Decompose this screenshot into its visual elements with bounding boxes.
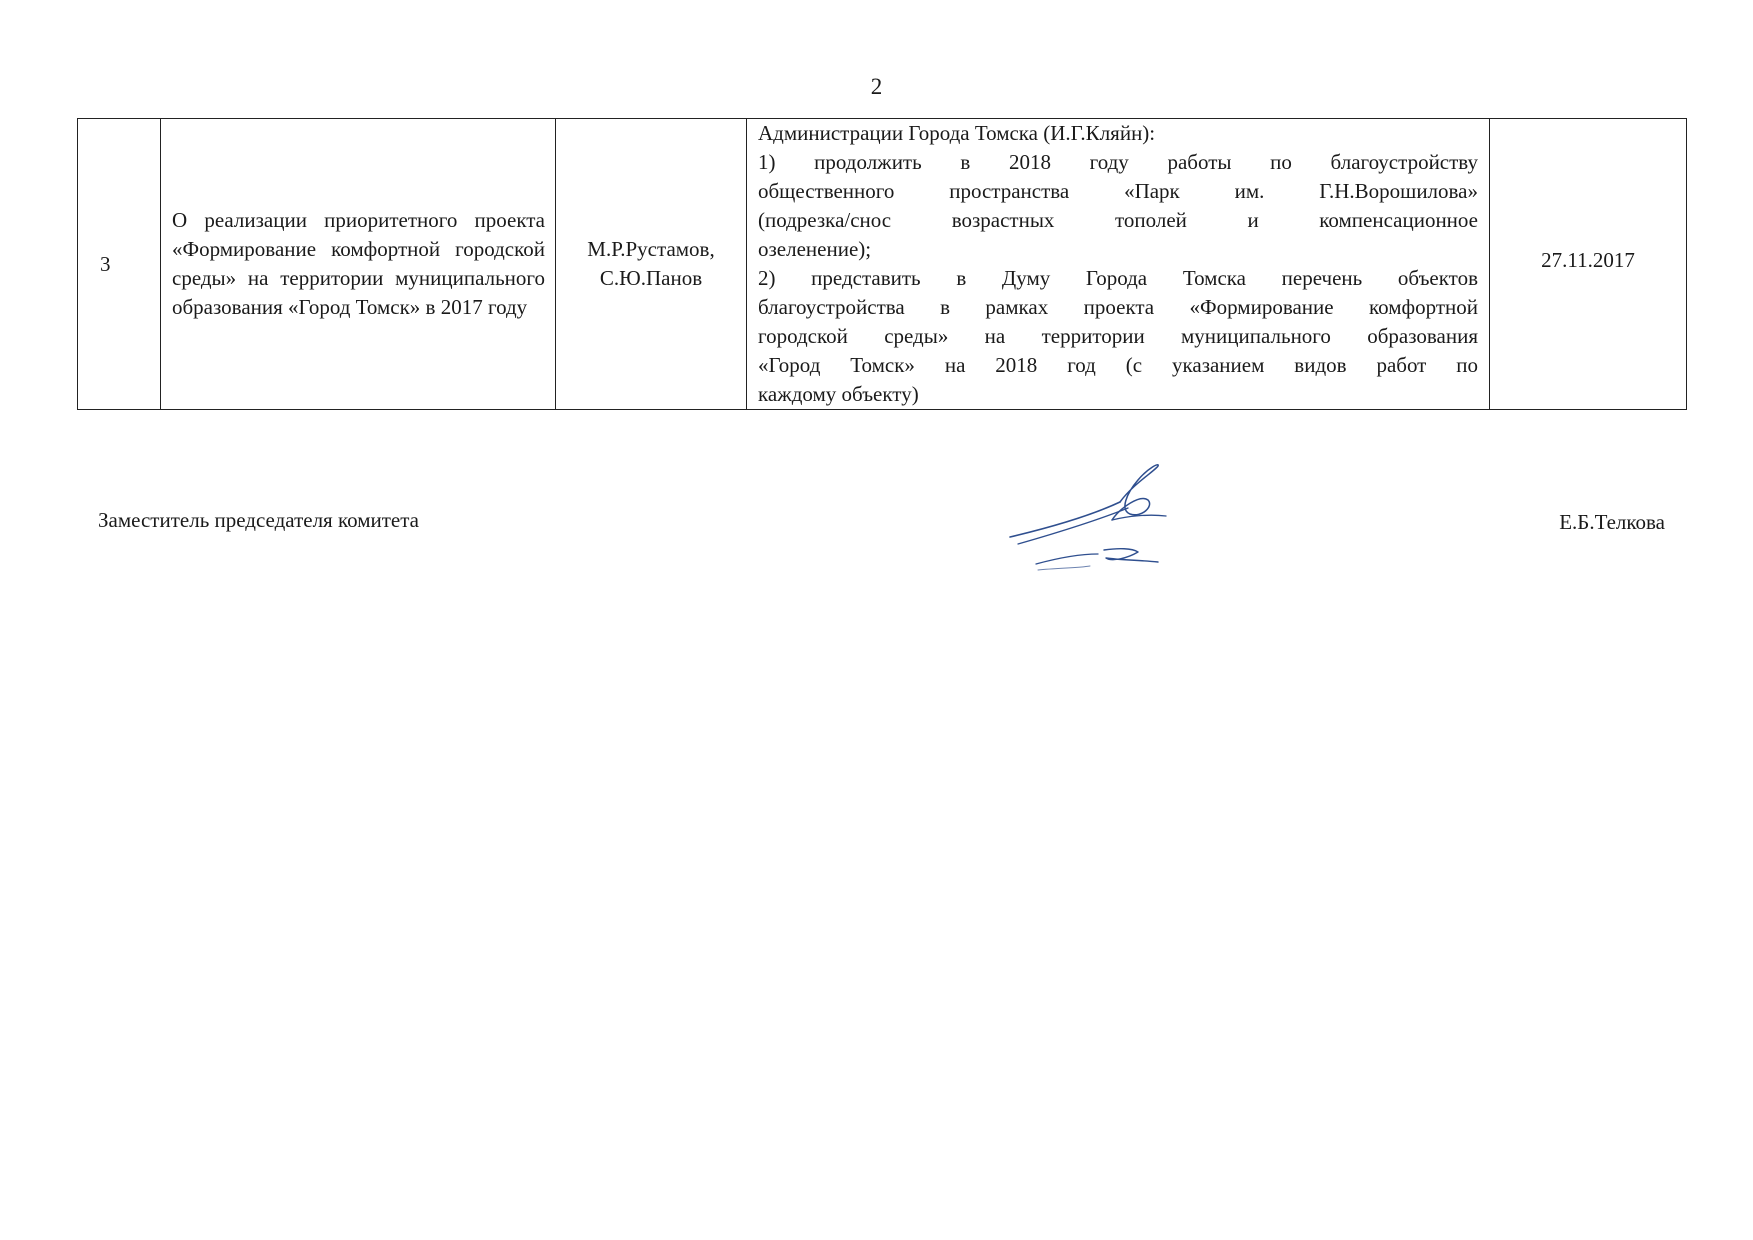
decision-line: каждому объекту) [758,382,919,406]
decision-line: городской среды» на территории муниципального образования [758,324,1478,348]
decision-line: Администрации Города Томска (И.Г.Кляйн): [758,121,1156,145]
signer-title: Заместитель председателя комитета [98,508,419,532]
speaker: М.Р.Рустамов, [587,237,715,261]
decision-line: озеленение); [758,237,872,261]
row-decision [747,119,1490,410]
table-row [78,119,1687,410]
decision-line: общественного пространства «Парк им. Г.Н.Ворошилова» [758,179,1478,203]
decision-line: (подрезка/снос возрастных тополей и компенсационное [758,208,1478,232]
row-number: 3 [78,119,161,410]
decisions-table [77,118,1687,410]
decision-line: благоустройства в рамках проекта «Формирование комфортной [758,295,1478,319]
signer-name: Е.Б.Телкова [1559,510,1665,534]
decision-line: «Город Томск» на 2018 год (с указанием видов работ по [758,353,1478,377]
row-topic: О реализации приоритетного проекта «Формирование комфортной городской среды» на территории муниципального образования «Город Томск» в 2017 году [161,119,556,410]
speaker: С.Ю.Панов [599,266,703,290]
handwritten-signature [1008,462,1198,592]
row-speakers [556,119,747,410]
row-deadline: 27.11.2017 [1490,119,1687,410]
decision-line: 1) продолжить в 2018 году работы по благоустройству [758,150,1478,174]
decision-line: 2) представить в Думу Города Томска перечень объектов [758,266,1478,290]
page-number: 2 [870,74,883,99]
